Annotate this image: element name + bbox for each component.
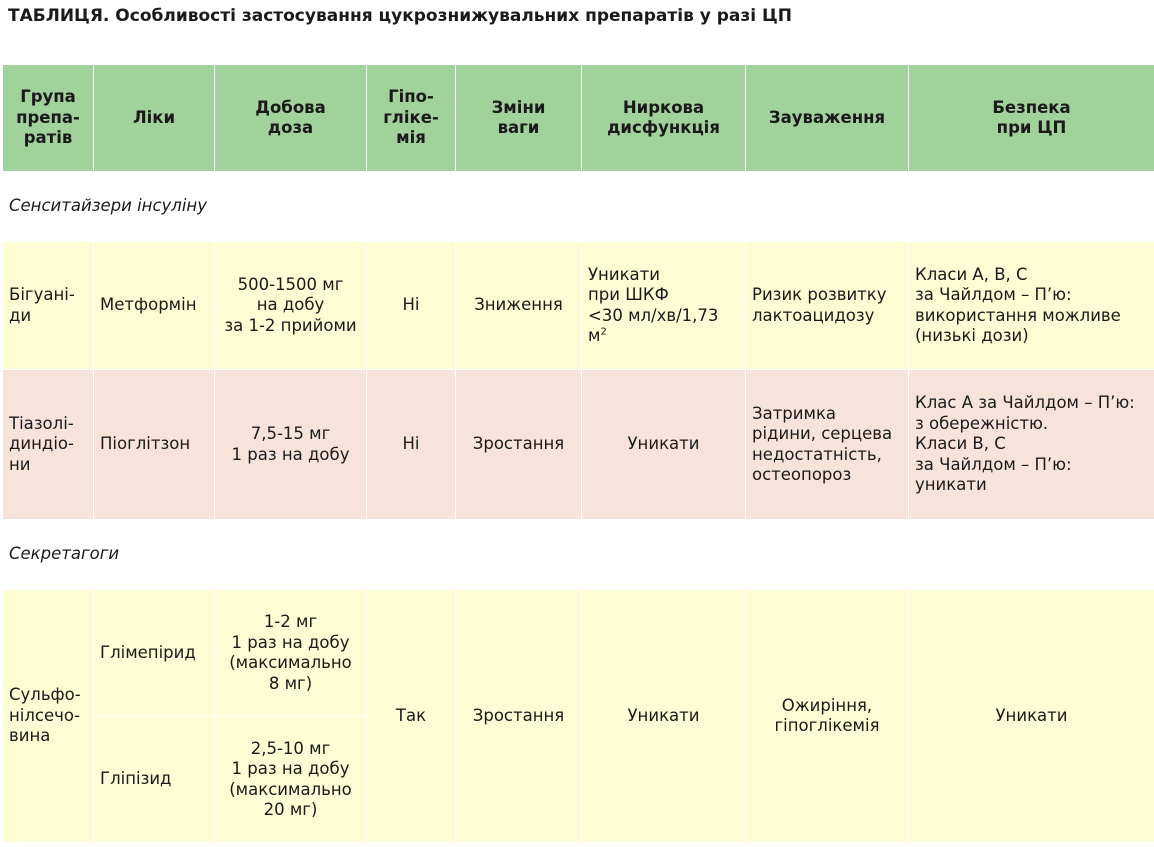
cell-renal: Уникати	[582, 370, 746, 520]
cell-group: Тіазолі- диндіо- ни	[3, 370, 94, 520]
cell-safety: Уникати	[909, 590, 1154, 843]
cell-weight: Зниження	[456, 242, 582, 370]
cell-hypoglycemia: Так	[367, 590, 456, 843]
table-row	[3, 590, 1154, 717]
table-row	[3, 370, 1154, 520]
cell-notes: Затримка рідини, серцева недостатність, остеопороз	[746, 370, 909, 520]
cell-drug: Глімепірид	[94, 590, 215, 717]
header-drug: Ліки	[94, 65, 215, 172]
cell-renal	[582, 242, 746, 370]
header-renal: Ниркова дисфункція	[582, 65, 746, 172]
section-label: Секретагоги	[3, 520, 1154, 590]
section-label: Сенситайзери інсуліну	[3, 172, 1154, 242]
cell-safety: Класи А, В, С за Чайлдом – П’ю: використання можливе (низькі дози)	[909, 242, 1154, 370]
cell-dose: 2,5-10 мг 1 раз на добу (максимально 20 мг)	[215, 717, 367, 843]
cell-hypoglycemia: Ні	[367, 242, 456, 370]
cell-notes: Ризик розвитку лактоацидозу	[746, 242, 909, 370]
header-row	[3, 65, 1154, 172]
header-weight: Зміни ваги	[456, 65, 582, 172]
cell-weight: Зростання	[456, 590, 582, 843]
cell-drug: Піоглітзон	[94, 370, 215, 520]
cell-group: Сульфо- нілсечо- вина	[3, 590, 94, 843]
cell-hypoglycemia: Ні	[367, 370, 456, 520]
drug-table	[2, 64, 1154, 843]
header-hypoglycemia: Гіпо- гліке- мія	[367, 65, 456, 172]
cell-drug: Метформін	[94, 242, 215, 370]
cell-dose: 1-2 мг 1 раз на добу (максимально 8 мг)	[215, 590, 367, 717]
cell-safety: Клас А за Чайлдом – П’ю: з обережністю. Класи В, С за Чайлдом – П’ю: уникати	[909, 370, 1154, 520]
header-group: Група препа- ратів	[3, 65, 94, 172]
header-safety: Безпека при ЦП	[909, 65, 1154, 172]
cell-notes: Ожиріння, гіпоглікемія	[746, 590, 909, 843]
renal-superscript: 2	[600, 326, 607, 338]
header-dose: Добова доза	[215, 65, 367, 172]
renal-text: Уникати при ШКФ <30 мл/хв/1,73 м	[588, 264, 719, 345]
cell-drug: Гліпізид	[94, 717, 215, 843]
cell-renal: Уникати	[582, 590, 746, 843]
header-notes: Зауваження	[746, 65, 909, 172]
cell-group: Бігуані- ди	[3, 242, 94, 370]
cell-weight: Зростання	[456, 370, 582, 520]
cell-dose: 7,5-15 мг 1 раз на добу	[215, 370, 367, 520]
table-row	[3, 242, 1154, 370]
cell-dose: 500-1500 мг на добу за 1-2 прийоми	[215, 242, 367, 370]
section-row	[3, 172, 1154, 242]
table-title: ТАБЛИЦЯ. Особливості застосування цукрознижувальних препаратів у разі ЦП	[8, 6, 793, 26]
section-row	[3, 520, 1154, 590]
